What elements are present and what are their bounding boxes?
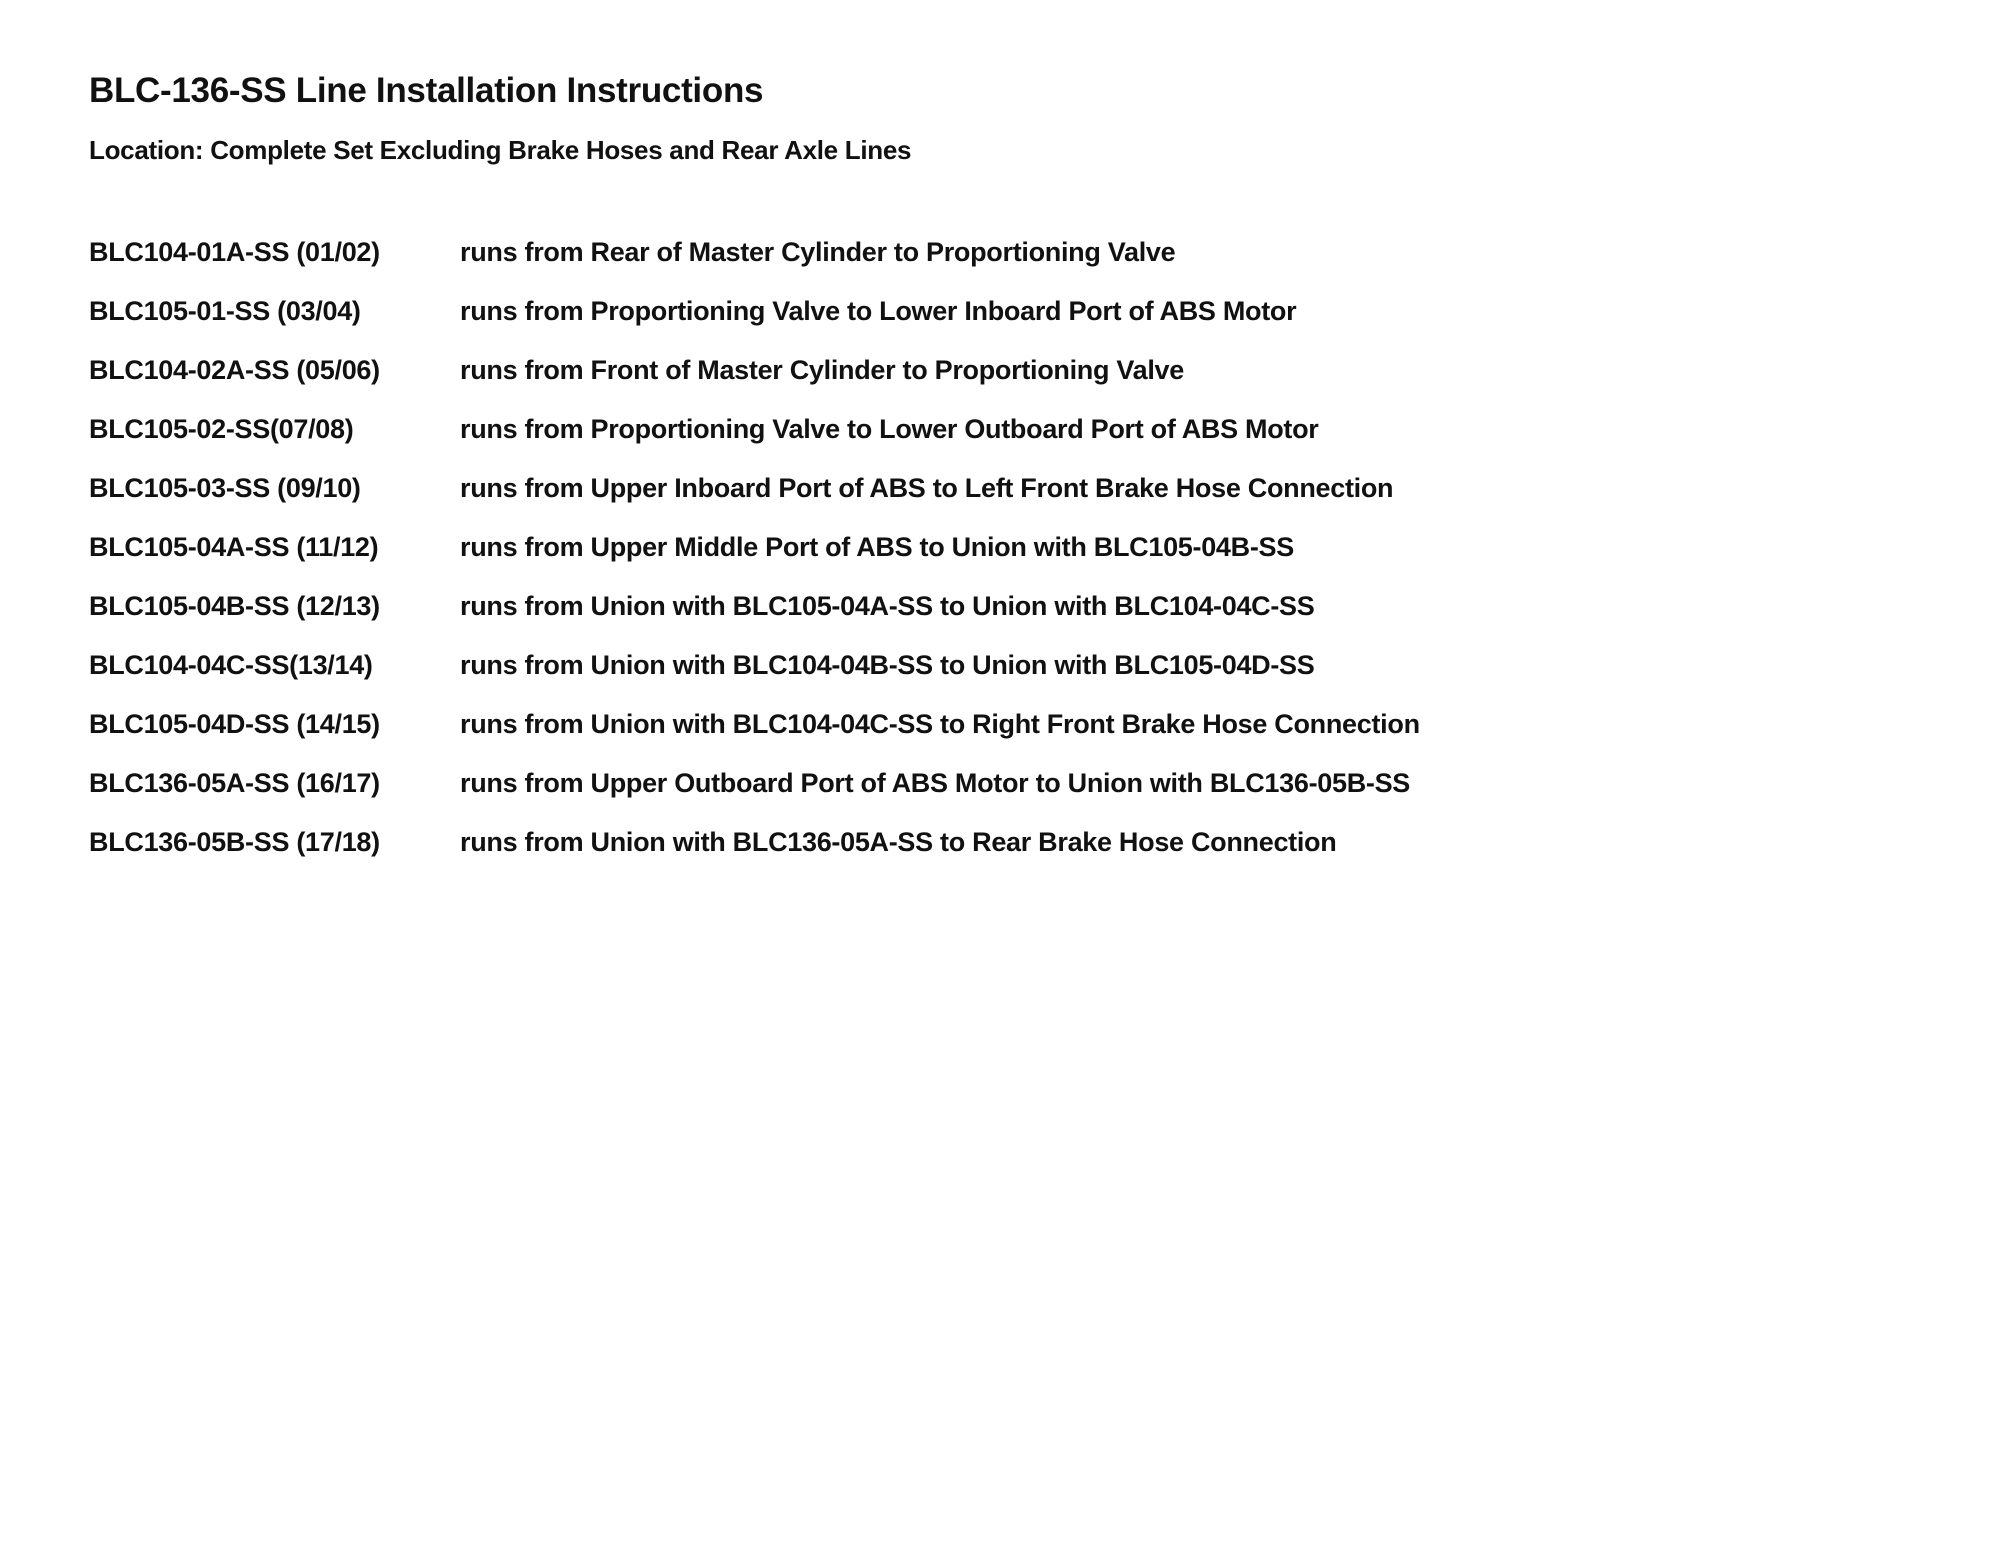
line-route-description: runs from Union with BLC136-05A-SS to Rear Brake Hose Connection	[460, 827, 1337, 857]
document-subtitle: Location: Complete Set Excluding Brake Hoses and Rear Axle Lines	[89, 135, 912, 165]
line-part-number: BLC104-04C-SS(13/14)	[89, 650, 373, 680]
line-part-number: BLC105-04B-SS (12/13)	[89, 591, 380, 621]
line-part-number: BLC104-01A-SS (01/02)	[89, 237, 380, 267]
line-row	[89, 296, 1589, 355]
line-row	[89, 709, 1589, 768]
line-route-description: runs from Proportioning Valve to Lower Inboard Port of ABS Motor	[460, 296, 1297, 326]
line-row	[89, 414, 1589, 473]
line-route-description: runs from Rear of Master Cylinder to Proportioning Valve	[460, 237, 1176, 267]
line-route-description: runs from Upper Outboard Port of ABS Motor to Union with BLC136-05B-SS	[460, 768, 1410, 798]
line-part-number: BLC105-01-SS (03/04)	[89, 296, 361, 326]
line-part-number: BLC105-04D-SS (14/15)	[89, 709, 380, 739]
line-part-number: BLC105-03-SS (09/10)	[89, 473, 361, 503]
line-route-description: runs from Union with BLC104-04B-SS to Union with BLC105-04D-SS	[460, 650, 1315, 680]
line-part-number: BLC136-05B-SS (17/18)	[89, 827, 380, 857]
line-row	[89, 768, 1589, 827]
document-title: BLC-136-SS Line Installation Instructions	[89, 71, 764, 110]
line-row	[89, 532, 1589, 591]
line-part-number: BLC105-04A-SS (11/12)	[89, 532, 379, 562]
line-route-description: runs from Union with BLC104-04C-SS to Right Front Brake Hose Connection	[460, 709, 1420, 739]
line-route-description: runs from Union with BLC105-04A-SS to Union with BLC104-04C-SS	[460, 591, 1315, 621]
line-part-number: BLC136-05A-SS (16/17)	[89, 768, 380, 798]
line-route-description: runs from Front of Master Cylinder to Proportioning Valve	[460, 355, 1184, 385]
brake-line-list	[89, 237, 1589, 886]
line-row	[89, 355, 1589, 414]
line-row	[89, 473, 1589, 532]
line-route-description: runs from Proportioning Valve to Lower Outboard Port of ABS Motor	[460, 414, 1319, 444]
line-row	[89, 827, 1589, 886]
line-route-description: runs from Upper Middle Port of ABS to Union with BLC105-04B-SS	[460, 532, 1294, 562]
line-row	[89, 591, 1589, 650]
line-route-description: runs from Upper Inboard Port of ABS to Left Front Brake Hose Connection	[460, 473, 1394, 503]
line-part-number: BLC104-02A-SS (05/06)	[89, 355, 380, 385]
line-row	[89, 650, 1589, 709]
line-part-number: BLC105-02-SS(07/08)	[89, 414, 354, 444]
line-row	[89, 237, 1589, 296]
